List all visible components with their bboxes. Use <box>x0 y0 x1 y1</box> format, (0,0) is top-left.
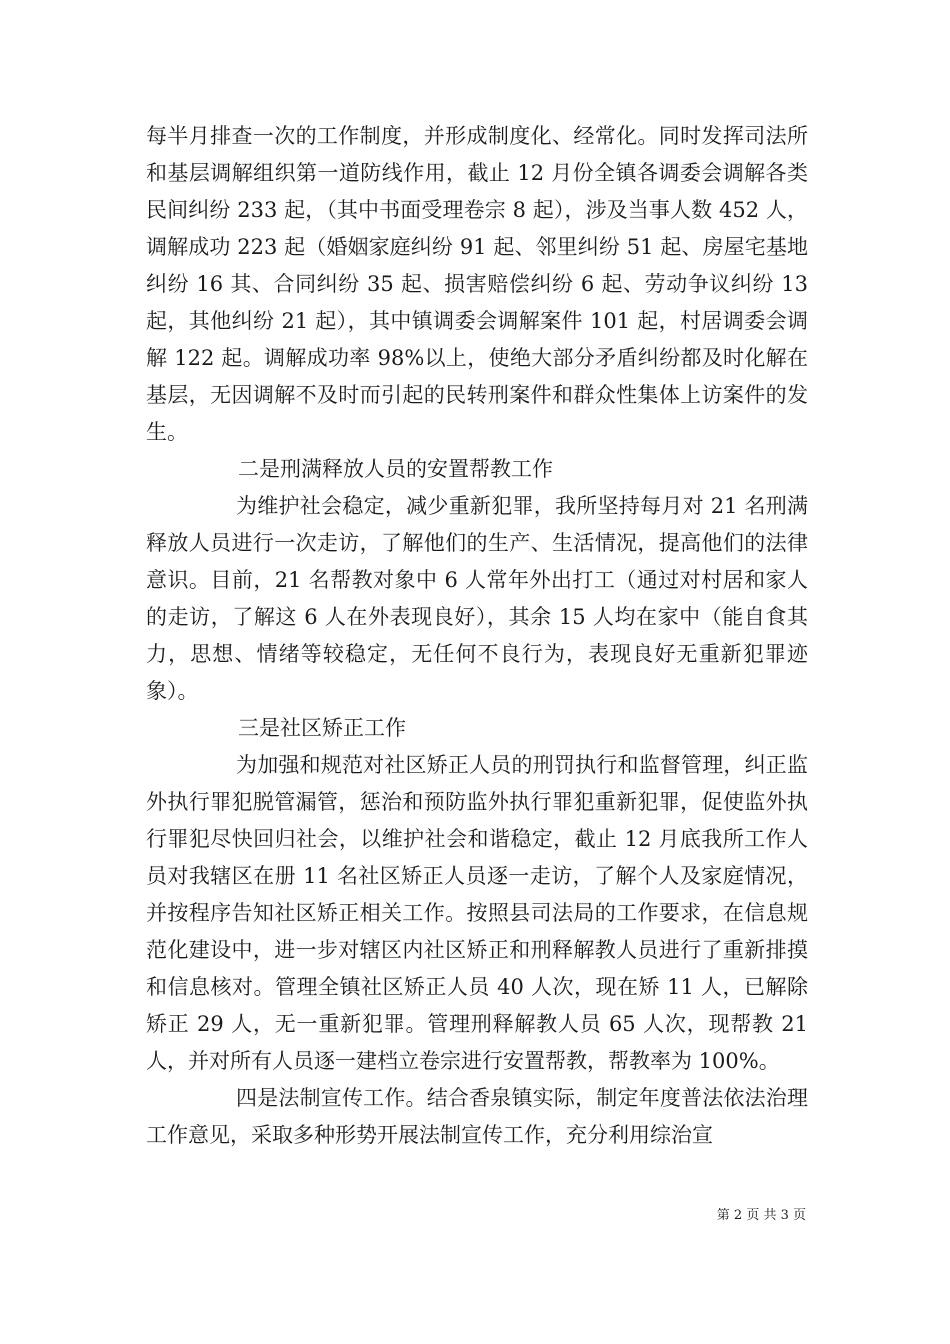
body-text <box>146 118 815 1154</box>
paragraph-community-correction: 为加强和规范对社区矫正人员的刑罚执行和监督管理，纠正监外执行罪犯脱管漏管，惩治和预防监外执行罪犯重新犯罪，促使监外执行罪犯尽快回归社会，以维护社会和谐稳定，截止 12 月底我所工作人员对我辖区在册 11 名社区矫正人员逐一走访，了解个人及家庭情况，并按程序告知社区矫正相关工作。按照县司法局的工作要求，在信息规范化建设中，进一步对辖区内社区矫正和刑释解教人员进行了重新排摸和信息核对。管理全镇社区矫正人员 40 人次，现在矫 11 人，已解除矫正 29 人，无一重新犯罪。管理刑释解教人员 65 人次，现帮教 21 人，并对所有人员逐一建档立卷宗进行安置帮教，帮教率为 100%。 <box>146 753 815 1073</box>
paragraph-released-prisoners: 为维护社会稳定，减少重新犯罪，我所坚持每月对 21 名刑满释放人员进行一次走访，了解他们的生产、生活情况，提高他们的法律意识。目前，21 名帮教对象中 6 人常年外出打工（通过对村居和家人的走访，了解这 6 人在外表现良好），其余 15 人均在家中（能自食其力，思想、情绪等较稳定，无任何不良行为，表现良好无重新犯罪迹象）。 <box>146 494 808 703</box>
paragraph-mediation-stats: 每半月排查一次的工作制度，并形成制度化、经常化。同时发挥司法所和基层调解组织第一道防线作用，截止 12 月份全镇各调委会调解各类民间纠纷 233 起，（其中书面受理卷宗 8 起），涉及当事人数 452 人，调解成功 223 起（婚姻家庭纠纷 91 起、邻里纠纷 51 起、房屋宅基地纠纷 16 其、合同纠纷 35 起、损害赔偿纠纷 6 起、劳动争议纠纷 13 起，其他纠纷 21 起），其中镇调委会调解案件 101 起，村居调委会调解 122 起。调解成功率 98%以上，使绝大部分矛盾纠纷都及时化解在基层，无因调解不及时而引起的民转刑案件和群众性集体上访案件的发生。 <box>146 124 815 444</box>
page-number: 第 2 页 共 3 页 <box>716 1208 806 1223</box>
paragraph-legal-publicity: 四是法制宣传工作。结合香泉镇实际，制定年度普法依法治理工作意见，采取多种形势开展法制宣传工作，充分利用综治宣 <box>146 1086 808 1147</box>
section-heading-community-correction: 三是社区矫正工作 <box>238 716 406 740</box>
section-heading-released-prisoners: 二是刑满释放人员的安置帮教工作 <box>238 457 553 481</box>
